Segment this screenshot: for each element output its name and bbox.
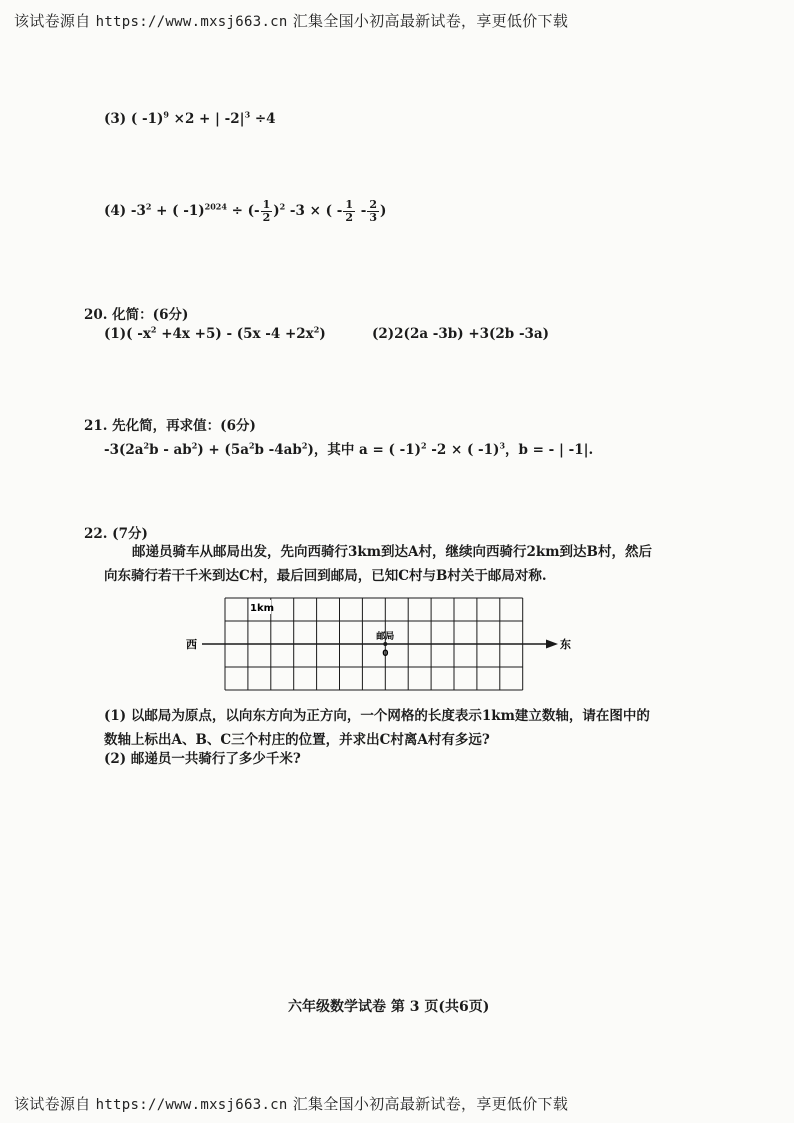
banner-suffix: 汇集全国小初高最新试卷，享更低价下载	[292, 12, 569, 30]
q20-item1: (1)( $-x^2 +4x +5) - (5x$ $-4 +2x^2$)	[104, 324, 326, 342]
fraction-one-half-b: $\frac{1}{2}$	[345, 198, 353, 224]
fraction-one-half: $\frac{1}{2}$	[262, 198, 271, 224]
page-footer: 六年级数学试卷 第 3 页(共6页)	[288, 999, 490, 1015]
q22-sub2: (2) 邮递员一共骑行了多少千米?	[104, 751, 301, 767]
q19-item3: (3) ( -1)$^9$ ×2 + | $-2|^3 \div 4$	[104, 109, 276, 127]
q19-item4: (4) $-3^2$ + ( -1)$^{2024}$ ÷ (- $\frac{1}{2}$ )$^2$ -3 × ( - $\frac{1}{2}$ - $\frac{2}{3}$ )	[104, 198, 387, 224]
east-label: 东	[560, 638, 571, 651]
q22-title: 22. (7分)	[84, 526, 148, 542]
cell-length-label: 1km	[250, 603, 275, 614]
q21-expression: $-3(2a^2b - ab^2) + (5a^2b$ $-4ab^2$)，其中 a = ( -1)$^2$ -2 × ( -1)$^3$，b = - | -1|.	[104, 440, 594, 458]
fraction-two-thirds: $\frac{2}{3}$	[369, 198, 377, 224]
q22-sub1: (1) 以邮局为原点，以向东方向为正方向，一个网格的长度表示1km建立数轴，请在图中的数轴上标出A、B、C三个村庄的位置，并求出C村离A村有多远?	[104, 708, 650, 748]
q20-title: 20. 化简：(6分)	[84, 307, 189, 323]
top-source-banner	[14, 10, 568, 31]
banner-url[interactable]: https://www.mxsj663.cn	[95, 14, 288, 30]
origin-label: 0	[382, 649, 389, 659]
q22-body: 邮递员骑车从邮局出发，先向西骑行3km到达A村，继续向西骑行2km到达B村，然后向东骑行若干千米到达C村，最后回到邮局，已知C村与B村关于邮局对称.	[104, 544, 652, 584]
number-line-grid-figure	[180, 590, 580, 694]
banner-prefix: 该试卷源自	[14, 12, 91, 30]
q20-item2: (2)2(2a -3b) +3(2b -3a)	[372, 326, 550, 342]
west-label: 西	[186, 638, 197, 651]
origin-point	[383, 642, 387, 646]
banner-suffix: 汇集全国小初高最新试卷，享更低价下载	[292, 1095, 569, 1113]
arrow-right-icon	[546, 640, 558, 649]
bottom-source-banner	[14, 1093, 568, 1114]
banner-prefix: 该试卷源自	[14, 1095, 91, 1113]
q21-title: 21. 先化简，再求值：(6分)	[84, 418, 256, 434]
post-office-label: 邮局	[376, 632, 395, 642]
banner-url[interactable]: https://www.mxsj663.cn	[95, 1097, 288, 1113]
